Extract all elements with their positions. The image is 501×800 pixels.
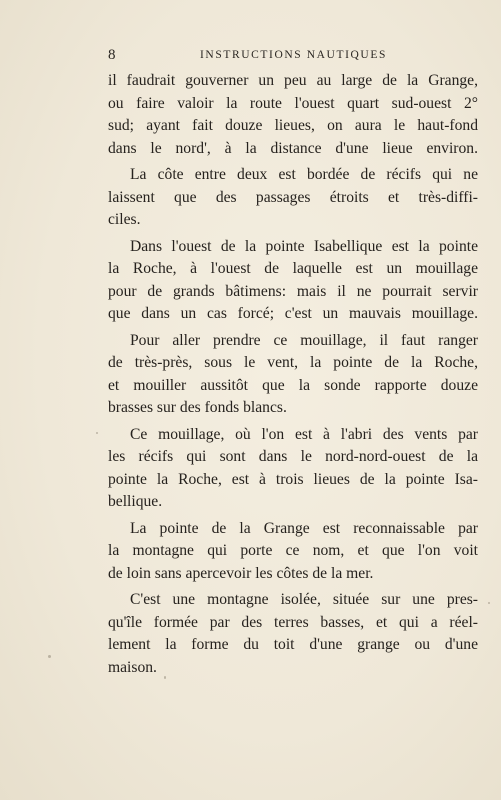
- text-line: pour de grands bâtimens: mais il ne pourrait servir: [108, 282, 478, 300]
- text-line: brasses sur des fonds blancs.: [108, 399, 287, 416]
- text-line: que dans un cas forcé; c'est un mauvais mouillage.: [108, 305, 478, 322]
- text-line: Ce mouillage, où l'on est à l'abri des vents par: [130, 425, 478, 443]
- text-line: dans le nord', à la distance d'une lieue environ.: [108, 139, 478, 157]
- text-line: la Roche, à l'ouest de laquelle est un mouillage: [108, 260, 478, 277]
- paragraph-5: [108, 424, 478, 514]
- text-line: les récifs qui sont dans le nord-nord-ouest de la: [108, 448, 478, 465]
- text-line: il faudrait gouverner un peu au large de la Grange,: [108, 72, 478, 89]
- text-line: pointe la Roche, est à trois lieues de la pointe Isa-: [108, 470, 478, 488]
- text-line: ciles.: [108, 211, 141, 228]
- paragraph-4: [108, 330, 478, 420]
- text-line: de loin sans apercevoir les côtes de la mer.: [108, 564, 374, 582]
- paper-speck: [48, 655, 51, 658]
- text-line: sud; ayant fait douze lieues, on aura le haut-fond: [108, 117, 478, 134]
- paper-speck: [164, 676, 166, 679]
- paper-speck: [488, 602, 490, 604]
- text-line: C'est une montagne isolée, située sur une pres-: [130, 591, 478, 608]
- text-line: La pointe de la Grange est reconnaissable par: [130, 519, 478, 537]
- paragraph-6: [108, 518, 478, 586]
- text-line: et mouiller aussitôt que la sonde rapporte douze: [108, 376, 478, 394]
- text-line: Pour aller prendre ce mouillage, il faut ranger: [130, 331, 478, 349]
- paragraph-7: [108, 589, 478, 679]
- paper-speck: [96, 432, 98, 434]
- page-header: [108, 47, 478, 69]
- text-line: de très-près, sous le vent, la pointe de la Roche,: [108, 354, 478, 371]
- text-line: qu'île formée par des terres basses, et qui a réel-: [108, 613, 478, 631]
- text-line: Dans l'ouest de la pointe Isabellique est la pointe: [130, 237, 478, 255]
- page-number: 8: [108, 47, 116, 63]
- paragraph-2: [108, 164, 478, 232]
- paragraph-1: [108, 70, 478, 160]
- text-line: ou faire valoir la route l'ouest quart sud-ouest 2°: [108, 94, 478, 112]
- text-line: La côte entre deux est bordée de récifs qui ne: [130, 166, 478, 183]
- running-head: INSTRUCTIONS NAUTIQUES: [200, 49, 387, 61]
- body-text: [108, 70, 478, 679]
- text-line: la montagne qui porte ce nom, et que l'on voit: [108, 542, 478, 559]
- text-line: lement la forme du toit d'une grange ou d'une: [108, 636, 478, 653]
- text-line: bellique.: [108, 493, 163, 510]
- text-line: laissent que des passages étroits et très-diffi-: [108, 188, 478, 206]
- paragraph-3: [108, 236, 478, 326]
- text-line: maison.: [108, 658, 157, 676]
